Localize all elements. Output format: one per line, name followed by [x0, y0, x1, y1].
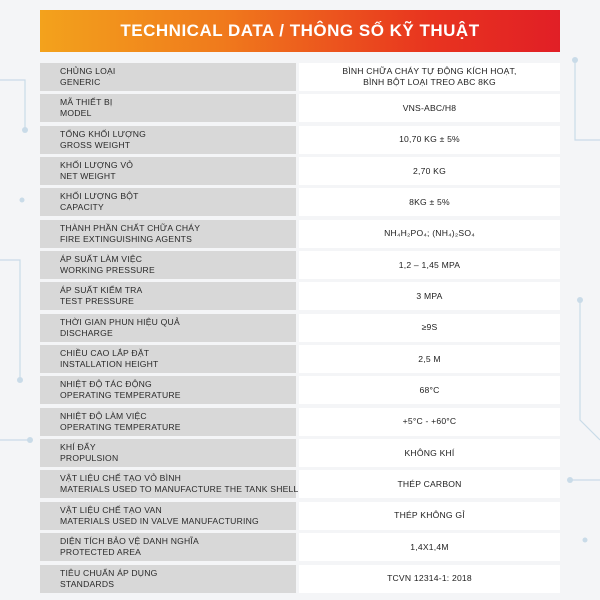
table-row: [40, 439, 560, 467]
spec-label-vi: ÁP SUẤT KIỂM TRA: [60, 285, 143, 296]
spec-value-line: THÉP KHÔNG GỈ: [394, 510, 465, 521]
spec-value-line: VNS-ABC/H8: [402, 102, 457, 113]
spec-label-en: PROTECTED AREA: [60, 547, 142, 558]
table-row: [40, 470, 560, 498]
spec-value-line: 10,70 KG ± 5%: [399, 134, 460, 145]
spec-label-en: DISCHARGE: [60, 327, 113, 338]
title-banner: [40, 10, 560, 52]
spec-value-line: BÌNH CHỮA CHÁY TỰ ĐỘNG KÍCH HOẠT,: [342, 66, 517, 76]
spec-value: [299, 94, 560, 122]
table-row: [40, 220, 560, 248]
spec-value: [299, 282, 560, 310]
spec-label-vi: VẬT LIỆU CHẾ TẠO VAN: [60, 504, 162, 515]
spec-value: [299, 470, 560, 498]
spec-label-vi: NHIỆT ĐỘ LÀM VIỆC: [60, 410, 147, 421]
spec-label-vi: NHIỆT ĐỘ TÁC ĐỘNG: [60, 379, 152, 390]
spec-value: [299, 439, 560, 467]
spec-value-line: +5°C - +60°C: [402, 416, 457, 427]
spec-label-en: GROSS WEIGHT: [60, 139, 131, 150]
spec-label: [40, 251, 296, 279]
spec-label: [40, 188, 296, 216]
spec-label-vi: KHỐI LƯỢNG VỎ: [60, 160, 134, 171]
spec-table: [40, 63, 560, 596]
table-row: [40, 188, 560, 216]
spec-label-vi: DIỆN TÍCH BẢO VỆ DANH NGHĨA: [60, 536, 199, 547]
spec-label: [40, 408, 296, 436]
spec-value-line: 8KG ± 5%: [409, 196, 450, 207]
spec-label: [40, 565, 296, 593]
spec-value-line: TCVN 12314-1: 2018: [387, 573, 472, 583]
spec-label-en: WORKING PRESSURE: [60, 265, 155, 276]
spec-value: [299, 63, 560, 91]
spec-label-vi: MÃ THIẾT BỊ: [60, 97, 113, 108]
spec-label-en: CAPACITY: [60, 202, 104, 213]
spec-label: [40, 502, 296, 530]
spec-label: [40, 220, 296, 248]
spec-label-vi: VẬT LIỆU CHẾ TẠO VỎ BÌNH: [60, 473, 182, 484]
table-row: [40, 565, 560, 593]
spec-label: [40, 157, 296, 185]
spec-label: [40, 345, 296, 373]
spec-label: [40, 376, 296, 404]
spec-value: [299, 408, 560, 436]
table-row: [40, 126, 560, 154]
spec-label-vi: CHỦNG LOẠI: [60, 66, 116, 76]
spec-value: [299, 188, 560, 216]
spec-label-vi: ÁP SUẤT LÀM VIỆC: [60, 254, 143, 265]
spec-label-en: MATERIALS USED IN VALVE MANUFACTURING: [60, 515, 259, 526]
table-row: [40, 314, 560, 342]
spec-label: [40, 533, 296, 561]
spec-label-vi: TIÊU CHUẨN ÁP DỤNG: [60, 567, 158, 578]
spec-value-line: 68°C: [419, 384, 440, 395]
spec-value: [299, 157, 560, 185]
spec-value: [299, 251, 560, 279]
spec-value-line: KHÔNG KHÍ: [404, 447, 455, 458]
table-row: [40, 94, 560, 122]
spec-label: [40, 314, 296, 342]
spec-label-en: INSTALLATION HEIGHT: [60, 359, 159, 370]
spec-value-line: ≥9S: [421, 322, 438, 333]
table-row: [40, 282, 560, 310]
spec-label-en: STANDARDS: [60, 578, 115, 589]
spec-label-vi: KHÍ ĐẨY: [60, 442, 96, 453]
table-row: [40, 408, 560, 436]
table-row: [40, 502, 560, 530]
spec-label: [40, 439, 296, 467]
table-row: [40, 376, 560, 404]
spec-label-en: FIRE EXTINGUISHING AGENTS: [60, 233, 193, 244]
spec-label-en: MATERIALS USED TO MANUFACTURE THE TANK SHELL: [60, 484, 299, 495]
spec-label-vi: THỜI GIAN PHUN HIỆU QUẢ: [60, 316, 180, 327]
spec-value: [299, 376, 560, 404]
spec-value-line: 2,70 KG: [413, 165, 446, 176]
spec-label-vi: TỔNG KHỐI LƯỢNG: [60, 128, 146, 139]
spec-value: [299, 126, 560, 154]
spec-value: [299, 345, 560, 373]
spec-value: [299, 220, 560, 248]
spec-value-line: 3 MPA: [416, 290, 443, 301]
page-title: TECHNICAL DATA / THÔNG SỐ KỸ THUẬT: [120, 21, 480, 40]
spec-label-en: PROPULSION: [60, 453, 119, 464]
spec-label-en: NET WEIGHT: [60, 171, 116, 182]
spec-label-en: MODEL: [60, 108, 92, 119]
spec-value-line: 1,2 – 1,45 MPA: [398, 259, 461, 270]
spec-label: [40, 282, 296, 310]
spec-value: [299, 565, 560, 593]
spec-value-line: THÉP CARBON: [397, 478, 462, 489]
spec-label-vi: KHỐI LƯỢNG BỘT: [60, 191, 139, 202]
spec-value-line: 2,5 M: [418, 353, 441, 364]
table-row: [40, 63, 560, 91]
table-row: [40, 251, 560, 279]
spec-label-vi: CHIỀU CAO LẮP ĐẶT: [60, 348, 150, 359]
spec-label-en: TEST PRESSURE: [60, 296, 135, 307]
spec-label: [40, 126, 296, 154]
table-row: [40, 533, 560, 561]
spec-label: [40, 470, 299, 498]
table-row: [40, 345, 560, 373]
spec-label: [40, 94, 296, 122]
spec-label: [40, 63, 296, 91]
spec-value-line: NH₄H₂PO₄; (NH₄)₂SO₄: [384, 228, 475, 239]
spec-value-line: BÌNH BỘT LOẠI TREO ABC 8KG: [363, 77, 496, 87]
spec-label-en: OPERATING TEMPERATURE: [60, 421, 181, 432]
spec-label-vi: THÀNH PHẦN CHẤT CHỮA CHÁY: [60, 222, 201, 233]
table-row: [40, 157, 560, 185]
spec-label-en: OPERATING TEMPERATURE: [60, 390, 181, 401]
spec-value: [299, 533, 560, 561]
spec-value: [299, 502, 560, 530]
spec-value-line: 1,4X1,4M: [410, 541, 449, 552]
spec-label-en: GENERIC: [60, 77, 101, 87]
spec-value: [299, 314, 560, 342]
